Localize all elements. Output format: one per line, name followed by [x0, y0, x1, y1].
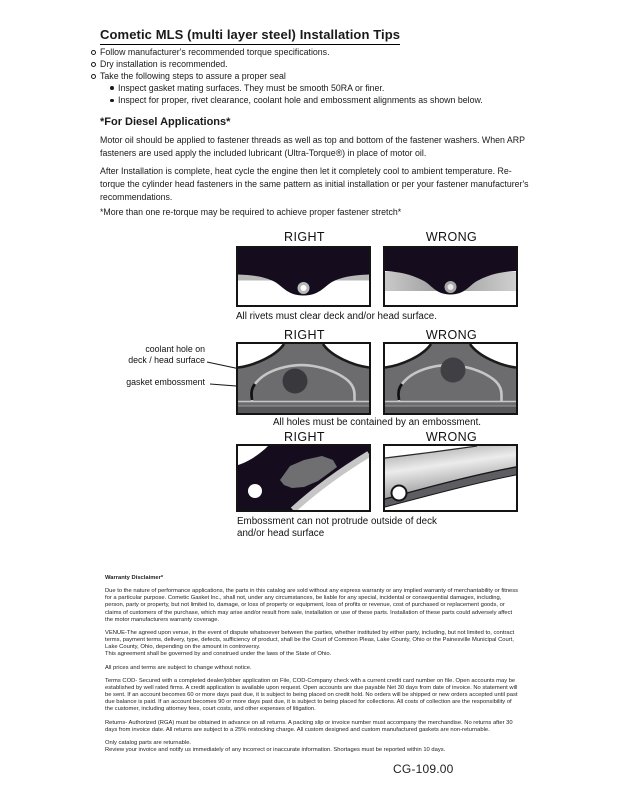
disclaimer-paragraph: VENUE-The agreed upon venue, in the event of dispute whatsoever between the parties, whether instituted by either party, including, but not limited to, contract terms, payment terms, delivery, type, defects, sufficiency of product, shall be the Court of Common Pleas, Lake County, Ohio or the Painesville Municipal Court, Lake County, Ohio, depending on the amount in controversy.	[105, 629, 515, 651]
fig1-wrong-label: WRONG	[425, 230, 478, 244]
diesel-paragraph-2: After Installation is complete, heat cycle the engine then let it completely cool to ambient temperature. Re-torque the cylinder head fasteners in the same pattern as initial installation or per your fastener manufacturer's recommendations.	[100, 166, 529, 202]
coolant-hole-annotation: coolant hole on deck / head surface	[128, 344, 205, 365]
tips-list	[91, 46, 561, 106]
fig2-right-diagram	[238, 344, 369, 413]
fig1-right-panel	[236, 246, 371, 307]
fig2-wrong-diagram	[385, 344, 516, 413]
fig2-caption: All holes must be contained by an embossment.	[272, 417, 482, 428]
disclaimer-paragraph: Due to the nature of performance applications, the parts in this catalog are sold without any express warranty or any implied warranty of merchantability or fitness for a particular purpose. Cometic Gasket Inc., shall not, under any circumstances, be liable for any special, incidental or consequential damages, including, person, party or property, but not limited to, damage, or loss of property or equipment, loss of profits or revenue, cost of purchased or replacement goods, or claims of customers of the purchase, which may arise and/or result from sale, installation or use of these parts. Installation of these parts could adversely affect the motor manufacturers warranty coverage.	[105, 588, 519, 623]
disclaimer-paragraph: This agreement shall be governed by and construed under the laws of the State of Ohio.	[105, 651, 332, 658]
diesel-paragraph-1: Motor oil should be applied to fastener threads as well as top and bottom of the fastener washers. When ARP fasteners are used apply the included lubricant (Ultra-Torque®) in place of motor oil.	[100, 135, 525, 158]
fig1-wrong-diagram	[385, 248, 516, 305]
diesel-paragraph-3: *More than one re-torque may be required to achieve proper fastener stretch*	[100, 207, 402, 217]
fig1-caption: All rivets must clear deck and/or head surface.	[236, 311, 437, 322]
disclaimer-heading: Warranty Disclaimer*	[105, 575, 164, 581]
fig2-right-panel	[236, 342, 371, 415]
disclaimer-paragraph: Returns- Authorized (RGA) must be obtained in advance on all returns. A packing slip or invoice number must accompany the merchandise. No returns after 30 days from invoice date. All returns are subject to a 25% restocking charge. All custom designed and custom manufactured gaskets are non-returnable.	[105, 719, 513, 733]
tip-item: Take the following steps to assure a proper seal	[91, 70, 561, 82]
fig3-wrong-label: WRONG	[425, 430, 478, 444]
fig3-wrong-panel	[383, 444, 518, 512]
tip-item: Dry installation is recommended.	[91, 58, 561, 70]
disclaimer-paragraph: Review your invoice and notify us immediately of any incorrect or inaccurate information. Shortages must be reported within 10 days.	[105, 746, 446, 753]
fig3-wrong-diagram	[385, 446, 516, 510]
fig3-right-panel	[236, 444, 371, 512]
fig3-caption: Embossment can not protrude outside of deck and/or head surface	[237, 516, 437, 539]
page-number: CG-109.00	[393, 762, 454, 776]
page-title: Cometic MLS (multi layer steel) Installation Tips	[100, 27, 400, 45]
fig1-wrong-panel	[383, 246, 518, 307]
warranty-disclaimer	[105, 575, 519, 760]
disclaimer-paragraph: Only catalog parts are returnable.	[105, 739, 192, 746]
fig3-right-label: RIGHT	[284, 430, 325, 444]
fig1-right-diagram	[238, 248, 369, 305]
gasket-embossment-annotation: gasket embossment	[126, 377, 205, 387]
disclaimer-paragraph: Terms COD- Secured with a completed dealer/jobber application on File, COD-Company check with a current credit card number on file. Open accounts may be established by well rated firms. A credit application is available upon request. Open accounts are due payable Net 30 days from date of invoice. No statement will be sent. If an account becomes 60 or more days past due, it is subject to being placed on credit hold. No orders will be shipped or new orders accepted until past due balance is paid. If an account becomes 90 or more days past due, it is subject to being placed for collections. All costs of collection are the responsibility of the customer, including attorney fees, court costs, and other expenses of litigation.	[105, 677, 518, 713]
tip-item: Follow manufacturer's recommended torque specifications.	[91, 46, 561, 58]
fig3-right-diagram	[238, 446, 369, 510]
fig2-wrong-panel	[383, 342, 518, 415]
tip-sub-item: Inspect gasket mating surfaces. They must be smooth 50RA or finer.	[91, 82, 561, 94]
fig2-wrong-label: WRONG	[425, 328, 478, 342]
diesel-heading: *For Diesel Applications*	[100, 116, 231, 128]
tip-sub-item: Inspect for proper, rivet clearance, coolant hole and embossment alignments as shown below.	[91, 94, 561, 106]
fig2-right-label: RIGHT	[284, 328, 325, 342]
disclaimer-paragraph: All prices and terms are subject to change without notice.	[105, 664, 252, 671]
fig1-right-label: RIGHT	[284, 230, 325, 244]
